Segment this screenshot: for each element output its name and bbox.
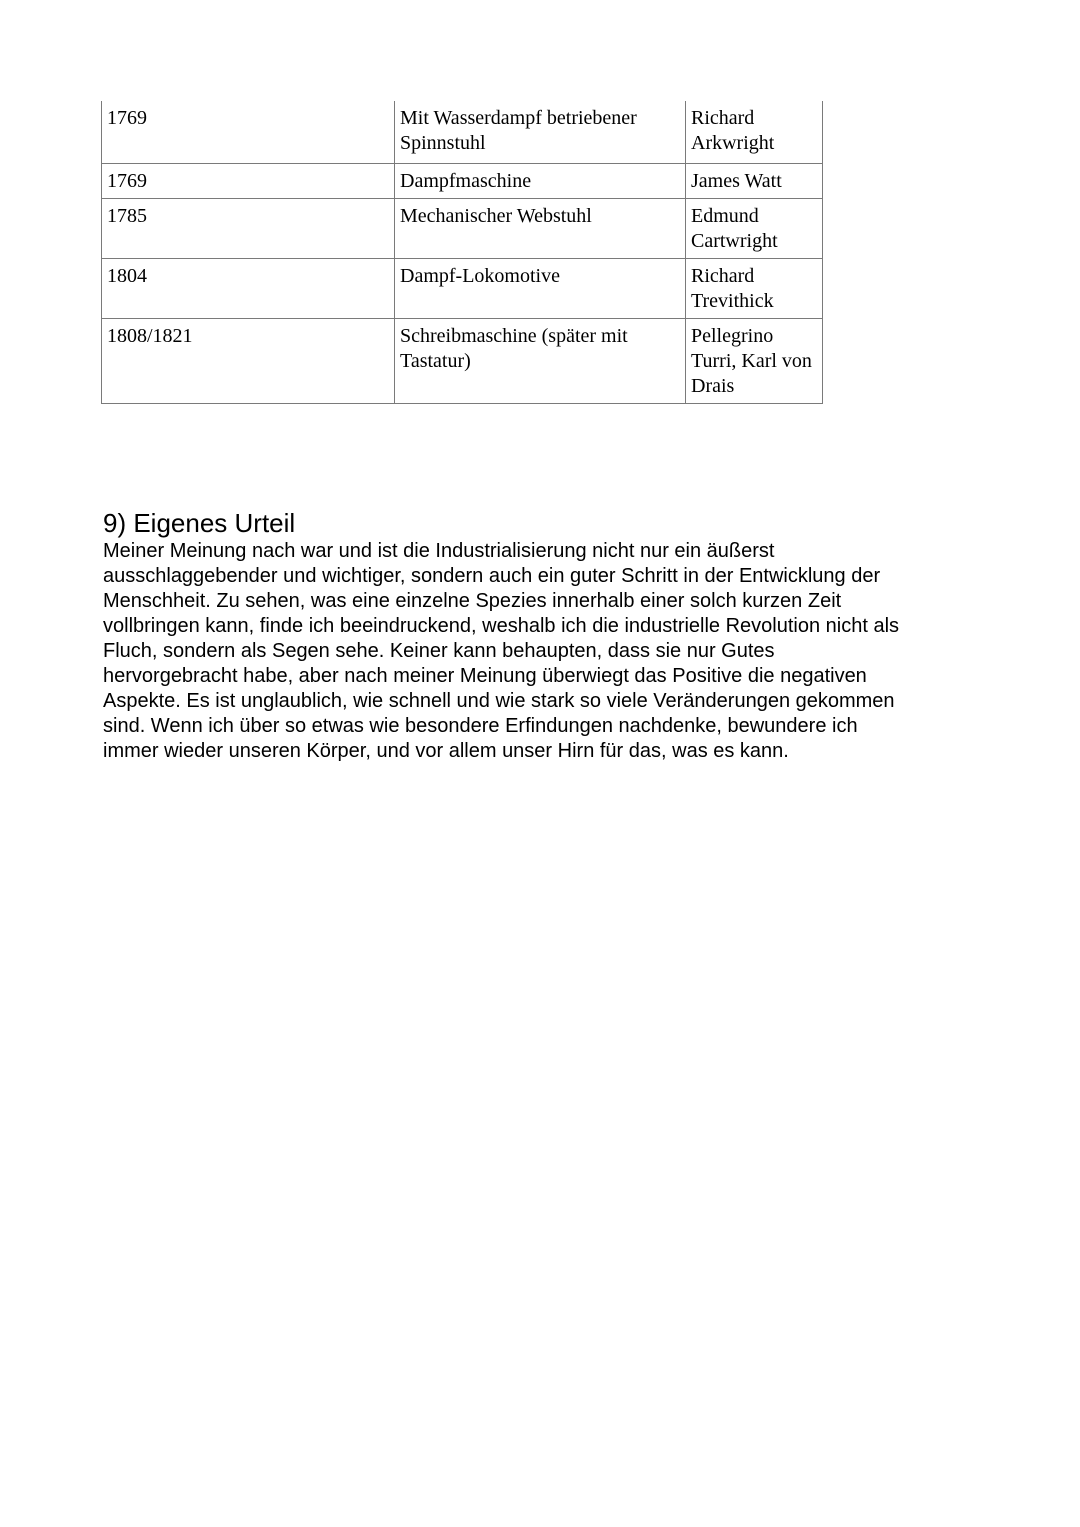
invention-cell: Mit Wasserdampf betriebener Spinnstuhl: [395, 101, 686, 163]
table-row: [102, 198, 823, 258]
inventor-cell: Richard Arkwright: [686, 101, 823, 163]
own-judgment-section: [103, 507, 983, 764]
invention-cell: Dampf-Lokomotive: [395, 258, 686, 318]
year-cell: 1808/1821: [102, 318, 395, 403]
table-row: [102, 258, 823, 318]
year-cell: 1785: [102, 198, 395, 258]
inventor-cell: Richard Trevithick: [686, 258, 823, 318]
inventor-cell: Pellegrino Turri, Karl von Drais: [686, 318, 823, 403]
invention-cell: Mechanischer Webstuhl: [395, 198, 686, 258]
year-cell: 1804: [102, 258, 395, 318]
year-cell: 1769: [102, 163, 395, 198]
inventor-cell: Edmund Cartwright: [686, 198, 823, 258]
section-title: 9) Eigenes Urteil: [103, 508, 296, 538]
invention-cell: Dampfmaschine: [395, 163, 686, 198]
inventions-table: [101, 101, 823, 404]
table-row: [102, 163, 823, 198]
invention-cell: Schreibmaschine (später mit Tastatur): [395, 318, 686, 403]
section-body: Meiner Meinung nach war und ist die Industrialisierung nicht nur ein äußerst ausschlaggebender und wichtiger, sondern auch ein guter Schritt in der Entwicklung der Menschheit. Zu sehen, was eine einzelne Spezies innerhalb einer solch kurzen Zeit vollbringen kann, finde ich beeindruckend, weshalb ich die industrielle Revolution nicht als Fluch, sondern als Segen sehe. Keiner kann behaupten, dass sie nur Gutes hervorgebracht habe, aber nach meiner Meinung überwiegt das Positive die negativen Aspekte. Es ist unglaublich, wie schnell und wie stark so viele Veränderungen gekommen sind. Wenn ich über so etwas wie besondere Erfindungen nachdenke, bewundere ich immer wieder unseren Körper, und vor allem unser Hirn für das, was es kann.: [103, 540, 900, 762]
table-row: [102, 318, 823, 403]
year-cell: 1769: [102, 101, 395, 163]
inventor-cell: James Watt: [686, 163, 823, 198]
table-row: [102, 101, 823, 163]
